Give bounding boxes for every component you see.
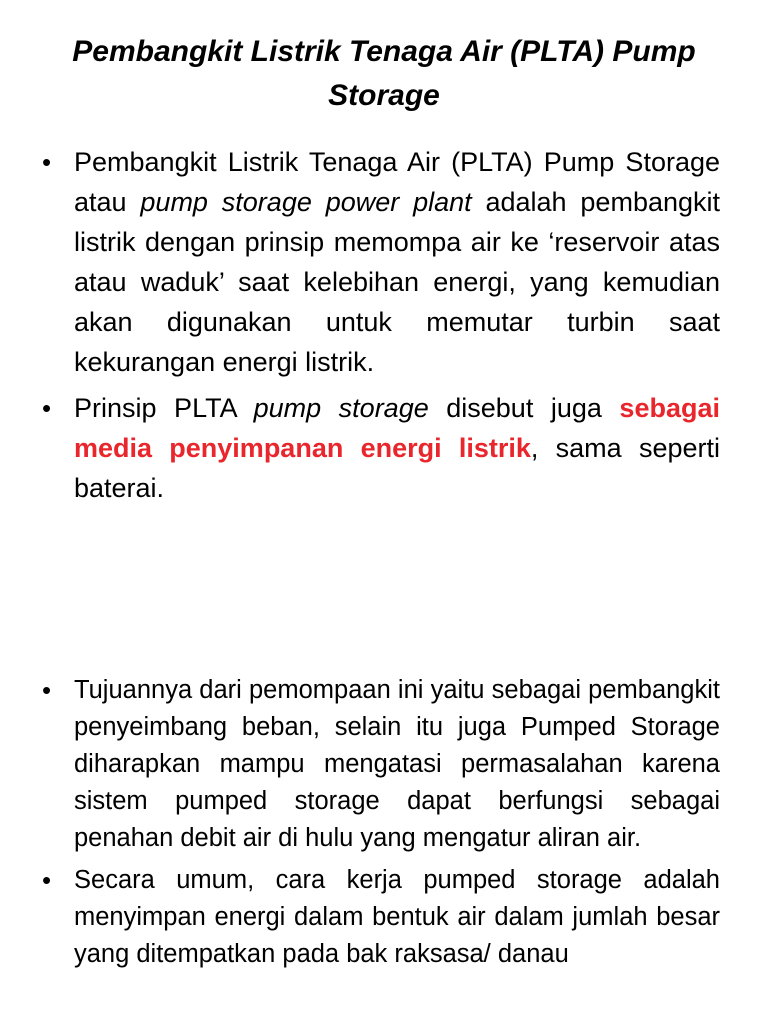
slide-title: Pembangkit Listrik Tenaga Air (PLTA) Pump Storage	[72, 35, 696, 112]
bullet-dot-icon: •	[42, 675, 52, 705]
bullet-text: Prinsip PLTA	[74, 393, 254, 423]
bullet-text: Pembangkit Listrik Tenaga Air (PLTA) Pump Storage atau	[74, 147, 720, 217]
bullet-text-italic: pump storage power plant	[140, 187, 472, 217]
bullet-text-italic: pump storage	[253, 393, 429, 423]
bullet-text: adalah pembangkit listrik dengan prinsip memompa air ke ‘reservoir atas atau waduk’ saat kelebihan energi, yang kemudian akan digunakan untuk memutar turbin saat kekurangan energi listrik.	[74, 187, 721, 377]
bullet-text: Tujuannya dari pemompaan ini yaitu sebagai pembangkit penyeimbang beban, selain itu juga Pumped Storage diharapkan mampu mengatasi permasalahan karena sistem pumped storage dapat berfungsi sebagai penahan debit air di hulu yang mengatur aliran air.	[74, 676, 720, 852]
bullet-text: , sama seperti baterai.	[74, 433, 720, 503]
bullet-dot-icon: •	[42, 147, 52, 177]
bullet-item-operation	[40, 862, 720, 973]
bullet-list	[40, 142, 720, 514]
bullet-item-definition	[40, 142, 720, 382]
bullet-text: Secara umum, cara kerja pumped storage adalah menyimpan energi dalam bentuk air dalam jumlah besar yang ditempatkan pada bak raksasa/ danau	[74, 866, 720, 968]
bullet-list	[40, 672, 720, 978]
slide-plta-purpose	[0, 660, 768, 1024]
bullet-dot-icon: •	[42, 865, 52, 895]
bullet-item-principle	[40, 388, 720, 508]
bullet-text-highlight: sebagai media penyimpanan energi listrik	[74, 393, 720, 463]
bullet-text: disebut juga	[428, 393, 620, 423]
bullet-dot-icon: •	[42, 393, 52, 423]
bullet-item-purpose	[40, 672, 720, 857]
